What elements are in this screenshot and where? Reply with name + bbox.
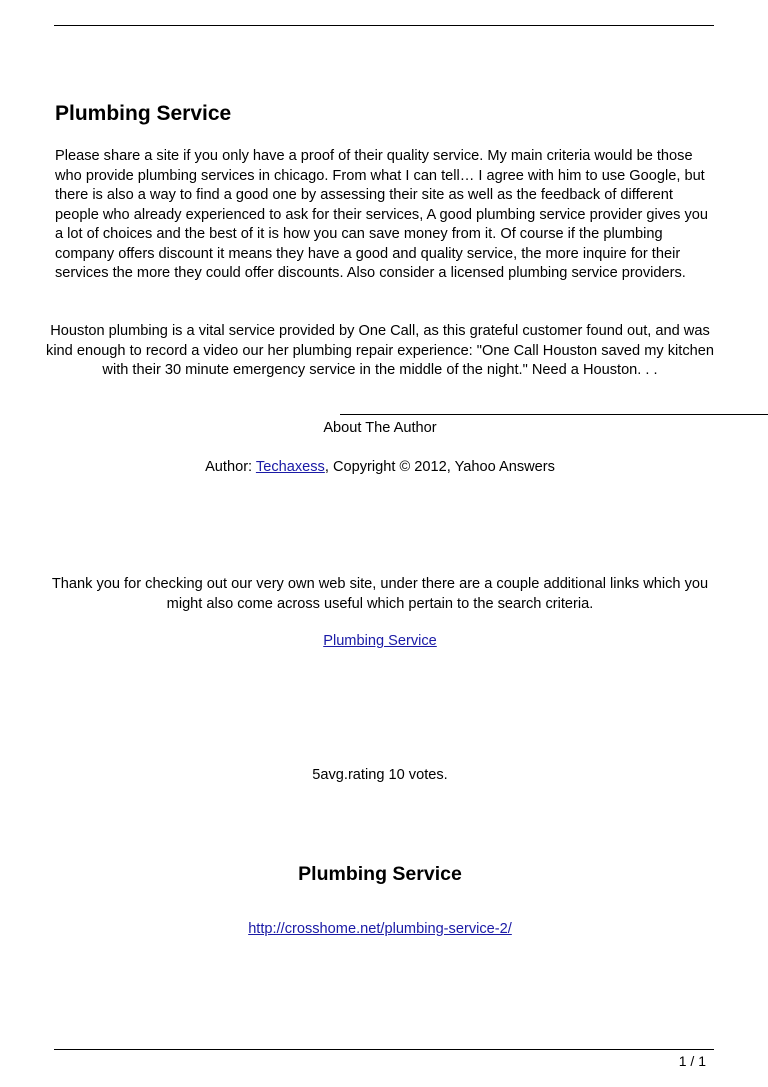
bottom-rule	[54, 1049, 714, 1050]
about-author-heading: About The Author	[323, 420, 437, 436]
houston-paragraph: Houston plumbing is a vital service provided by One Call, as this grateful customer found out, and was kind enough to record a video our her plumbing repair experience: "One Call Houston saved my kitchen with their 30 minute emergency service in the middle of the night." Need a Houston. . .	[46, 323, 714, 378]
rating-text: 5avg.rating 10 votes.	[312, 767, 448, 783]
author-divider	[340, 414, 768, 415]
author-prefix: Author:	[205, 459, 256, 475]
page-title: Plumbing Service	[55, 102, 232, 125]
related-link[interactable]: Plumbing Service	[323, 633, 437, 649]
related-link-line	[40, 632, 720, 652]
author-line	[40, 458, 720, 478]
thanks-paragraph: Thank you for checking out our very own web site, under there are a couple additional links which you might also come across useful which pertain to the search criteria.	[51, 576, 709, 612]
footer-title: Plumbing Service	[298, 863, 462, 885]
page-number: 1 / 1	[678, 1053, 706, 1069]
footer-url-link[interactable]: http://crosshome.net/plumbing-service-2/	[248, 921, 512, 937]
footer-url-line	[40, 920, 720, 940]
author-link[interactable]: Techaxess	[255, 459, 325, 475]
intro-paragraph: Please share a site if you only have a proof of their quality service. My main criteria would be those who provide plumbing services in chicago. From what I can tell… I agree with him to use Google, but there is also a way to find a good one by assessing their site as well as the feedback of different people who already experienced to ask for their services, A good plumbing service provider gives you a lot of choices and the best of it is how you can save money from it. Of course if the plumbing company offers discount it means they have a good and quality service, the more inquire for their services the more they could offer discounts. Also consider a licensed plumbing service providers.	[55, 148, 709, 281]
author-suffix: , Copyright © 2012, Yahoo Answers	[324, 459, 555, 475]
top-rule	[54, 25, 714, 26]
